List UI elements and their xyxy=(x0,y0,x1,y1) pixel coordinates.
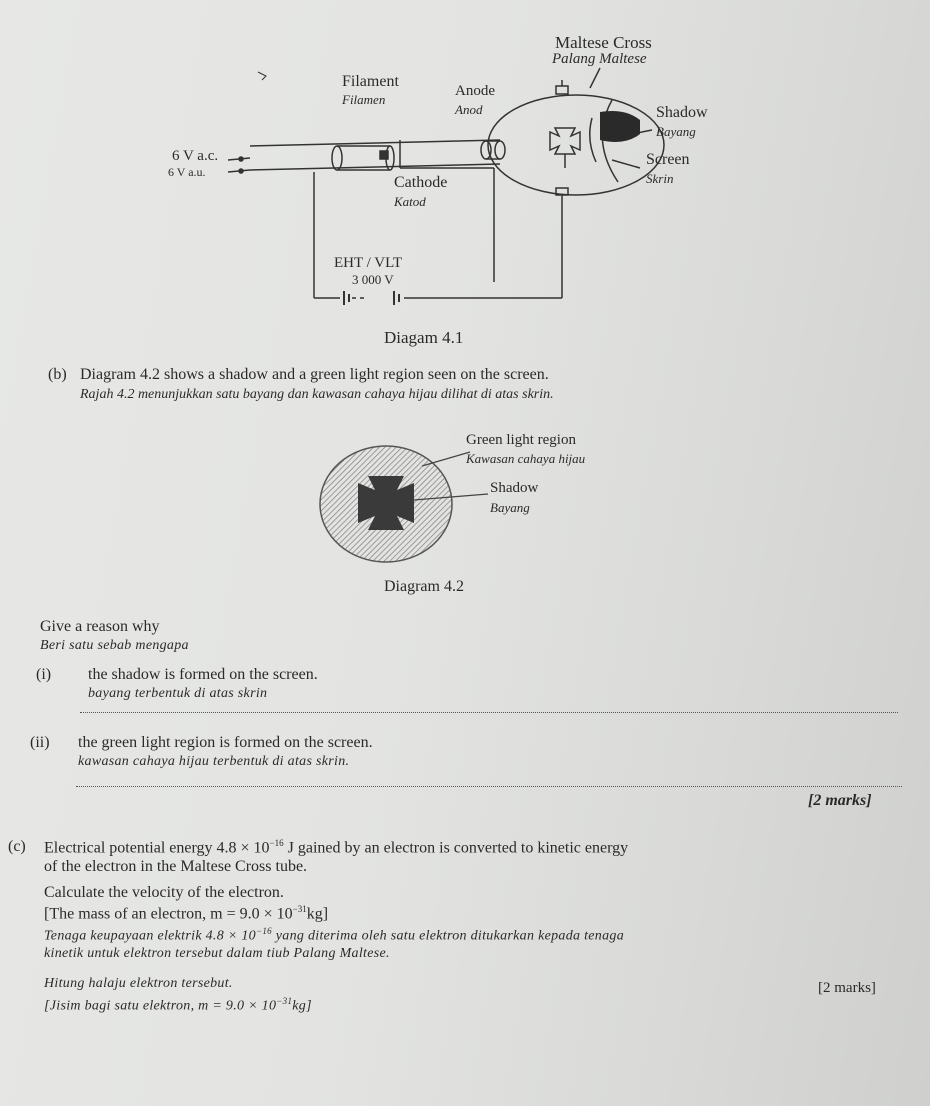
green-region-ms-label: Kawasan cahaya hijau xyxy=(466,451,586,466)
cathode-label: Cathode xyxy=(394,174,448,191)
marks-c: [2 marks] xyxy=(818,980,876,996)
calc-ms: Hitung halaju elektron tersebut. xyxy=(44,976,233,991)
part-c-line1: Electrical potential energy $4.8 \times 10^{-16}$ J gained by an electron is converted to kinetic energy xyxy=(44,838,629,857)
part-c-line2: of the electron in the Maltese Cross tube. xyxy=(44,858,308,875)
shadow-42-label: Shadow xyxy=(490,480,539,496)
eht-label: EHT / VLT xyxy=(334,255,403,271)
screen-label: Screen xyxy=(646,151,690,168)
green-region-label: Green light region xyxy=(466,432,576,448)
part-c-ms-line2: kinetik untuk elektron tersebut dalam tiub Palang Maltese. xyxy=(44,946,390,961)
au-voltage-label: 6 V a.u. xyxy=(168,165,206,179)
part-c-ms-line1: Tenaga keupayaan elektrik $4.8 \times 10^{-16}$ yang diterima oleh satu elektron ditukarkan kepada tenaga xyxy=(44,926,625,944)
marks-b: [2 marks] xyxy=(808,792,872,809)
filament-label: Filament xyxy=(342,73,399,90)
part-c-label: (c) xyxy=(8,838,26,855)
answer-line-ii[interactable] xyxy=(76,786,902,787)
anode-label: Anode xyxy=(455,83,495,99)
skrin-label: Skrin xyxy=(646,171,674,186)
eht-voltage-label: 3 000 V xyxy=(352,272,394,287)
sub-ii-label: (ii) xyxy=(30,734,50,751)
bayang-42-label: Bayang xyxy=(490,500,530,515)
palang-maltese-label: Palang Maltese xyxy=(552,51,647,67)
reason-ms: Beri satu sebab mengapa xyxy=(40,638,189,653)
part-b-text-en: Diagram 4.2 shows a shadow and a green light region seen on the screen. xyxy=(80,366,549,383)
shadow-label: Shadow xyxy=(656,104,708,121)
filamen-label: Filamen xyxy=(342,92,386,107)
ac-voltage-label: 6 V a.c. xyxy=(172,148,219,164)
sub-i-text-ms: bayang terbentuk di atas skrin xyxy=(88,686,268,701)
reason-en: Give a reason why xyxy=(40,618,160,635)
sub-ii-text-en: the green light region is formed on the screen. xyxy=(78,734,373,751)
calc-en: Calculate the velocity of the electron. xyxy=(44,884,284,901)
maltese-cross-label: Maltese Cross xyxy=(555,33,652,52)
mass-ms: [Jisim bagi satu elektron, $m = 9.0 \times 10^{-31}kg$] xyxy=(44,996,312,1014)
mass-en: [The mass of an electron, $m = 9.0 \times 10^{-31}kg$] xyxy=(44,904,329,923)
diagram-4-2-caption: Diagram 4.2 xyxy=(384,578,464,595)
part-b-text-ms: Rajah 4.2 menunjukkan satu bayang dan kawasan cahaya hijau dilihat di atas skrin. xyxy=(80,387,554,402)
diagram-4-1-caption: Diagam 4.1 xyxy=(384,328,464,347)
katod-label: Katod xyxy=(394,194,426,209)
sub-ii-text-ms: kawasan cahaya hijau terbentuk di atas skrin. xyxy=(78,754,350,769)
part-b-label: (b) xyxy=(48,366,67,383)
bayang-label: Bayang xyxy=(656,124,696,139)
answer-line-i[interactable] xyxy=(80,712,898,713)
sub-i-text-en: the shadow is formed on the screen. xyxy=(88,666,318,683)
sub-i-label: (i) xyxy=(36,666,52,683)
anod-label: Anod xyxy=(455,102,483,117)
